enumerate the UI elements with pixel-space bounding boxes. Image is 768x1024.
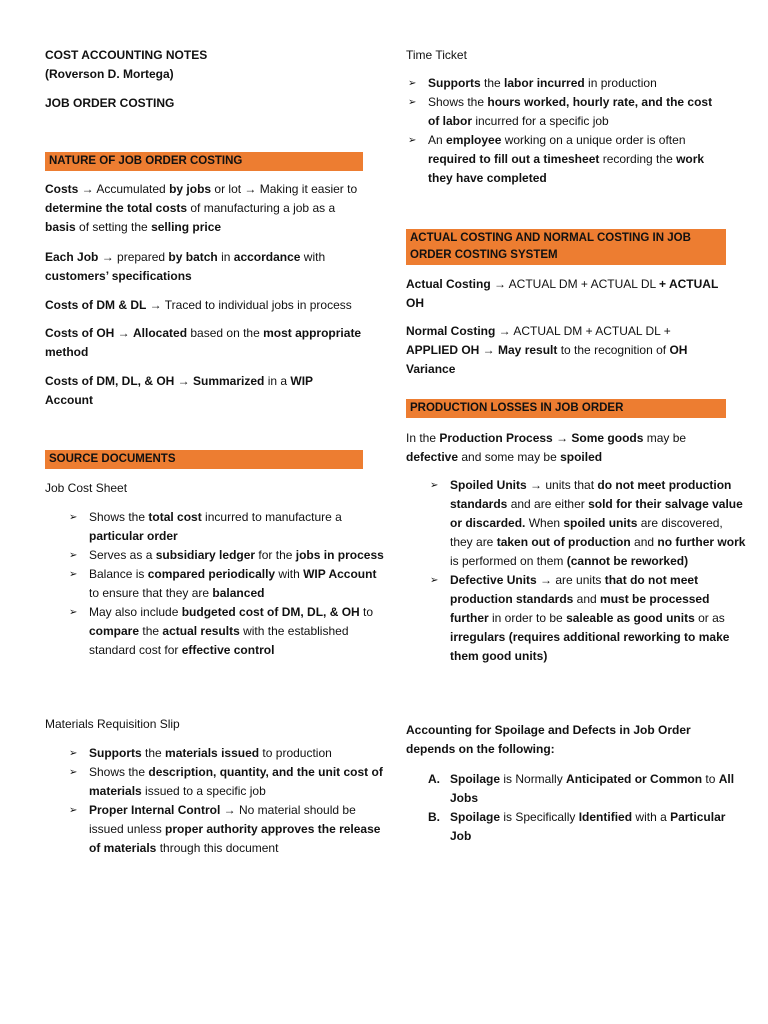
list-item: B. Spoilage is Specifically Identified with a Particular Job xyxy=(428,810,726,843)
list-letter: A. xyxy=(428,772,440,786)
actual-costing-para: Actual Costing → ACTUAL DM + ACTUAL DL + ACTUAL OH xyxy=(406,277,719,310)
normal-costing-para: Normal Costing → ACTUAL DM + ACTUAL DL + APPLIED OH → May result to the recognition of OH Variance xyxy=(406,324,688,376)
list-item: ➢ Shows the hours worked, hourly rate, and the cost of labor incurred for a specific job xyxy=(408,95,713,128)
title-line-1: COST ACCOUNTING NOTES xyxy=(45,48,208,62)
list-letter: B. xyxy=(428,810,440,824)
arrow-bullet-icon: ➢ xyxy=(69,748,78,759)
arrow-bullet-icon: ➢ xyxy=(408,135,417,146)
topic-title: JOB ORDER COSTING xyxy=(45,96,175,110)
list-item: ➢ Serves as a subsidiary ledger for the jobs in process xyxy=(67,546,385,565)
list-item: A. Spoilage is Normally Anticipated or Common to All Jobs xyxy=(428,772,735,805)
list-item: ➢ Supports the labor incurred in production xyxy=(406,74,726,93)
section-header-actual-normal: ACTUAL COSTING AND NORMAL COSTING IN JOB ORDER COSTING SYSTEM xyxy=(406,229,726,265)
arrow-bullet-icon: ➢ xyxy=(430,575,439,586)
arrow-bullet-icon: ➢ xyxy=(69,512,78,523)
section-header-source: SOURCE DOCUMENTS xyxy=(45,450,363,469)
time-ticket-list xyxy=(406,74,726,188)
list-item: ➢ Spoiled Units → units that do not meet production standards and are either sold for their salvage value or discarded. When spoiled units are discovered, they are taken out of production and no further work is performed on them (cannot be reworked) xyxy=(430,478,746,568)
nature-para-0: Costs → Accumulated by jobs or lot → Making it easier to determine the total costs of manufacturing a job as a basis of setting the selling price xyxy=(45,182,358,234)
job-cost-sheet-title: Job Cost Sheet xyxy=(45,481,128,495)
arrow-bullet-icon: ➢ xyxy=(408,78,417,89)
arrow-bullet-icon: ➢ xyxy=(69,607,78,618)
nature-para-4: Costs of DM, DL, & OH → Summarized in a WIP Account xyxy=(45,374,313,407)
doc-title xyxy=(45,46,363,84)
list-item: ➢ Proper Internal Control → No material should be issued unless proper authority approves the release of materials through this document xyxy=(69,803,381,855)
section-header-losses: PRODUCTION LOSSES IN JOB ORDER xyxy=(406,399,726,418)
nature-para-1: Each Job → prepared by batch in accordance with customers’ specifications xyxy=(45,250,326,283)
losses-intro: In the Production Process → Some goods may be defective and some may be spoiled xyxy=(406,431,687,464)
list-item: ➢ Shows the total cost incurred to manufacture a particular order xyxy=(69,510,342,543)
list-item: ➢ Defective Units → are units that do not meet production standards and must be processed further in order to be saleable as good units or as irregulars (requires additional reworking to make them good units) xyxy=(430,573,730,663)
time-ticket-title: Time Ticket xyxy=(406,48,467,62)
list-item: ➢ An employee working on a unique order is often required to fill out a timesheet recording the work they have completed xyxy=(408,133,705,185)
arrow-bullet-icon: ➢ xyxy=(69,805,78,816)
arrow-bullet-icon: ➢ xyxy=(69,550,78,561)
list-item: ➢ May also include budgeted cost of DM, DL, & OH to compare the actual results with the established standard cost for effective control xyxy=(69,605,374,657)
job-cost-sheet-list xyxy=(45,508,385,660)
accounting-intro: Accounting for Spoilage and Defects in Job Order depends on the following: xyxy=(406,723,691,756)
losses-list xyxy=(406,476,748,666)
nature-para-3: Costs of OH → Allocated based on the most appropriate method xyxy=(45,326,362,359)
nature-para-2: Costs of DM & DL → Traced to individual jobs in process xyxy=(45,298,352,312)
list-item: ➢ Balance is compared periodically with WIP Account to ensure that they are balanced xyxy=(69,567,377,600)
list-item: ➢ Shows the description, quantity, and the unit cost of materials issued to a specific job xyxy=(69,765,383,798)
arrow-bullet-icon: ➢ xyxy=(430,480,439,491)
arrow-bullet-icon: ➢ xyxy=(69,767,78,778)
mrs-title: Materials Requisition Slip xyxy=(45,717,180,731)
section-header-nature: NATURE OF JOB ORDER COSTING xyxy=(45,152,363,171)
accounting-list xyxy=(406,770,748,846)
title-line-2: (Roverson D. Mortega) xyxy=(45,67,174,81)
arrow-bullet-icon: ➢ xyxy=(408,97,417,108)
list-item: ➢ Supports the materials issued to production xyxy=(67,744,385,763)
arrow-bullet-icon: ➢ xyxy=(69,569,78,580)
mrs-list xyxy=(45,744,385,858)
